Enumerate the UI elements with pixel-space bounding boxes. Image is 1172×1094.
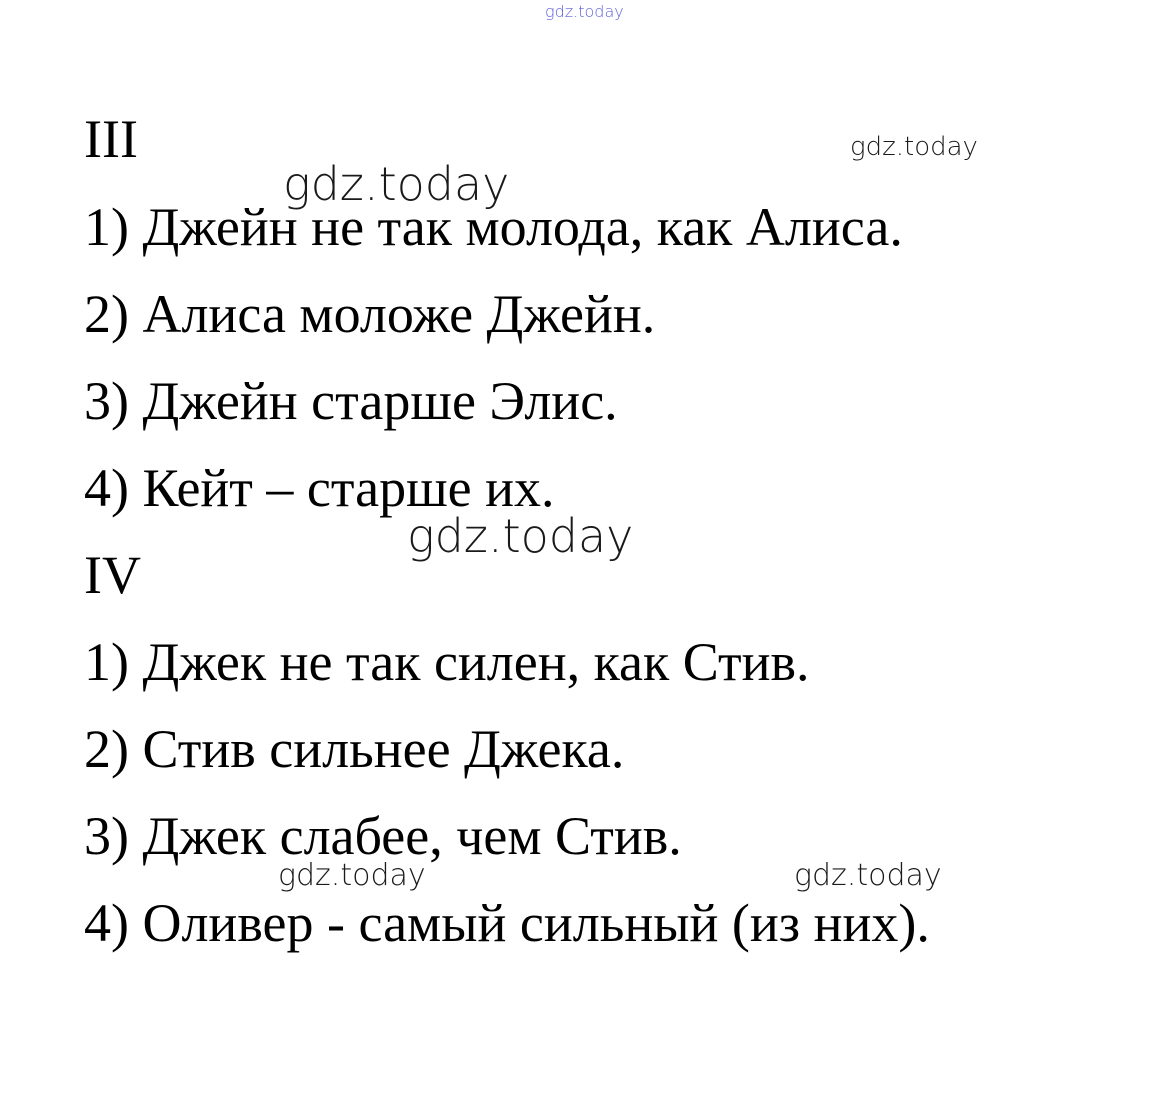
list-item: 3) Джек слабее, чем Стив. (84, 806, 682, 866)
section-heading-iii: III (84, 109, 138, 169)
list-item: 1) Джейн не так молода, как Алиса. (84, 197, 903, 257)
list-item: 2) Стив сильнее Джека. (84, 719, 625, 779)
watermark-mid-left: gdz.today (283, 157, 510, 211)
watermark-bottom-left: gdz.today (278, 858, 426, 893)
watermark-bottom-right: gdz.today (794, 858, 942, 893)
list-item: 1) Джек не так силен, как Стив. (84, 632, 810, 692)
list-item: 4) Кейт – старше их. (84, 458, 555, 518)
list-item: 4) Оливер - самый сильный (из них). (84, 893, 930, 953)
section-heading-iv: IV (84, 545, 141, 605)
list-item: 2) Алиса моложе Джейн. (84, 284, 656, 344)
watermark-right-small: gdz.today (850, 132, 978, 162)
watermark-mid-center: gdz.today (407, 509, 634, 563)
list-item: 3) Джейн старше Элис. (84, 371, 618, 431)
watermark-top: gdz.today (545, 2, 624, 21)
